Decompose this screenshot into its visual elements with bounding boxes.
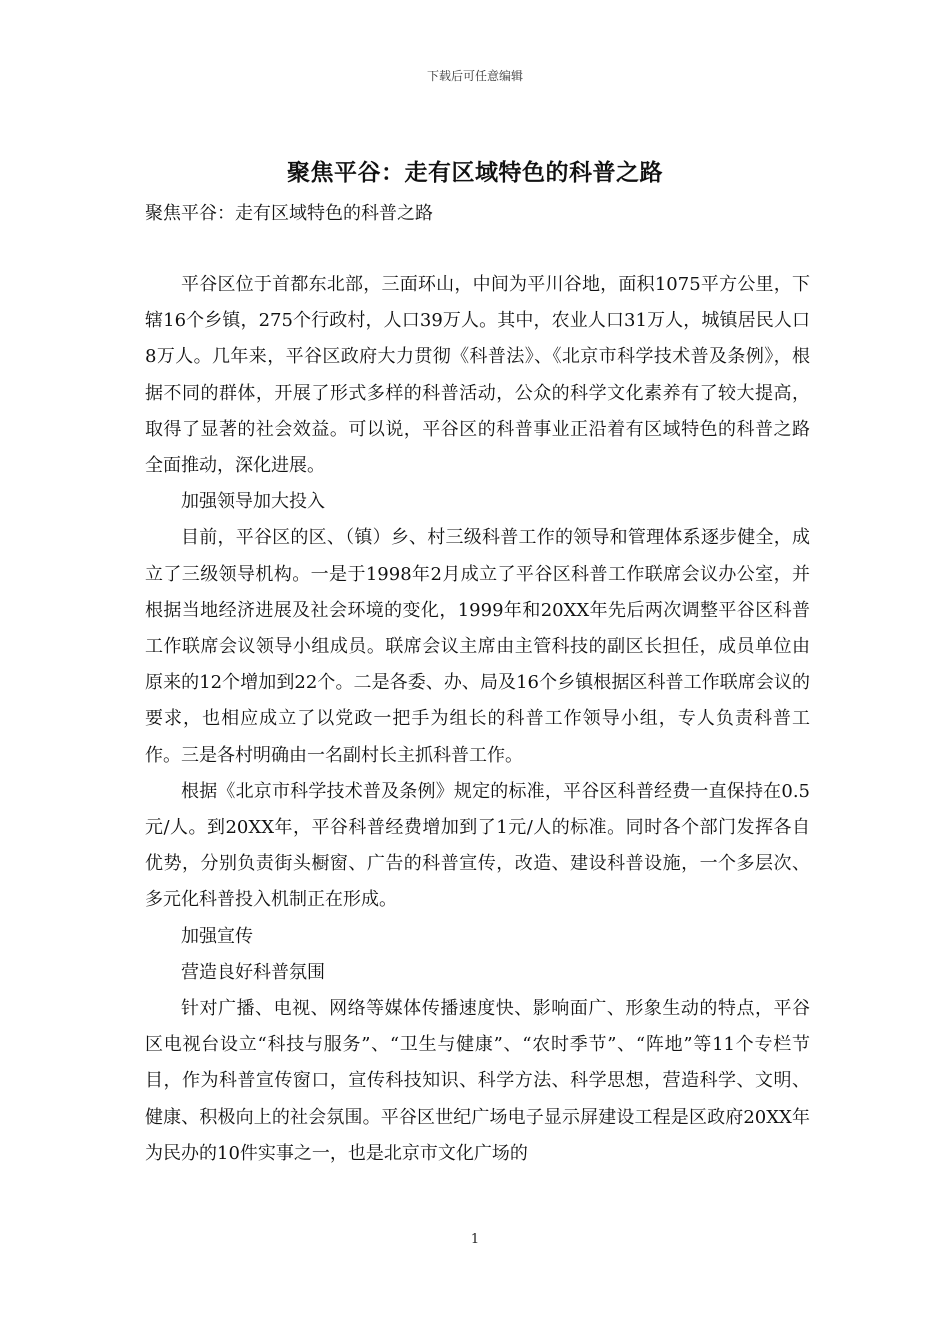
page-number: 1 [470,1232,480,1247]
section-heading-atmosphere: 营造良好科普氛围 [181,961,325,983]
document-subtitle: 聚焦平谷：走有区域特色的科普之路 [145,203,433,224]
document-body [145,267,810,1172]
section-heading-leadership: 加强领导加大投入 [181,491,325,513]
page-header-note: 下载后可任意编辑 [426,69,523,83]
paragraph-intro: 平谷区位于首都东北部，三面环山，中间为平川谷地，面积1075平方公里，下辖16个乡镇，275个行政村，人口39万人。其中，农业人口31万人，城镇居民人口8万人。几年来，平谷区政府大力贯彻《科普法》、《北京市科学技术普及条例》，根据不同的群体，开展了形式多样的科普活动，公众的科学文化素养有了较大提高，取得了显著的社会效益。可以说，平谷区的科普事业正沿着有区域特色的科普之路全面推动，深化进展。 [145,274,810,477]
paragraph-media: 针对广播、电视、网络等媒体传播速度快、影响面广、形象生动的特点，平谷区电视台设立“科技与服务”、“卫生与健康”、“农时季节”、“阵地”等11个专栏节目，作为科普宣传窗口，宣传科技知识、科学方法、科学思想，营造科学、文明、健康、积极向上的社会氛围。平谷区世纪广场电子显示屏建设工程是区政府20XX年为民办的10件实事之一，也是北京市文化广场的 [145,998,810,1164]
section-heading-publicity: 加强宣传 [181,925,253,947]
document-title: 聚焦平谷：走有区域特色的科普之路 [287,159,663,186]
paragraph-funding: 根据《北京市科学技术普及条例》规定的标准，平谷区科普经费一直保持在0.5元/人。到20XX年，平谷科普经费增加到了1元/人的标准。同时各个部门发挥各自优势，分别负责街头橱窗、广告的科普宣传，改造、建设科普设施，一个多层次、多元化科普投入机制正在形成。 [145,780,810,911]
paragraph-leadership: 目前，平谷区的区、（镇）乡、村三级科普工作的领导和管理体系逐步健全，成立了三级领导机构。一是于1998年2月成立了平谷区科普工作联席会议办公室，并根据当地经济进展及社会环境的变化，1999年和20XX年先后两次调整平谷区科普工作联席会议领导小组成员。联席会议主席由主管科技的副区长担任，成员单位由原来的12个增加到22个。二是各委、办、局及16个乡镇根据区科普工作联席会议的要求，也相应成立了以党政一把手为组长的科普工作领导小组，专人负责科普工作。三是各村明确由一名副村长主抓科普工作。 [145,527,810,766]
